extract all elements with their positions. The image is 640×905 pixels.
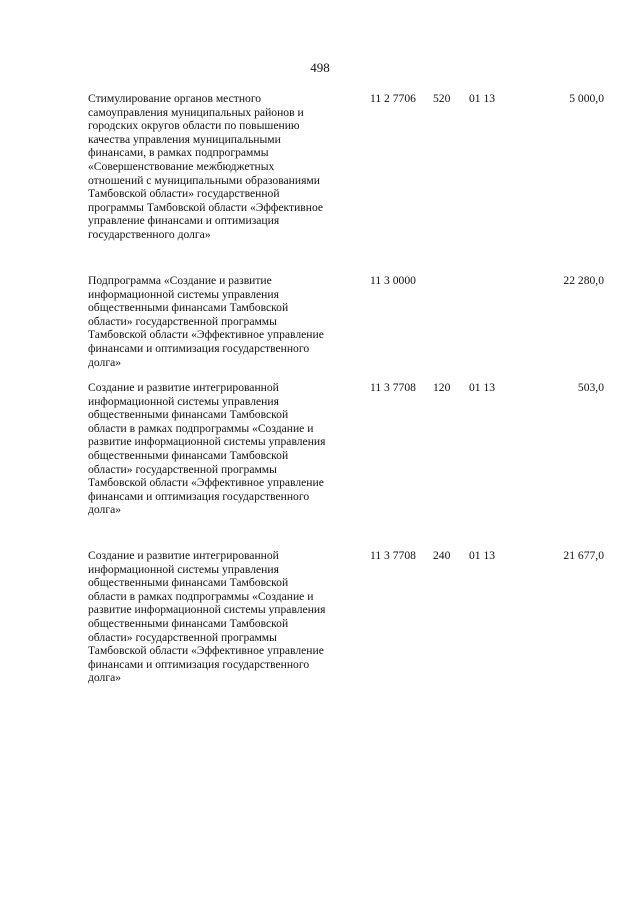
- row-description: Подпрограмма «Создание и развитие информационной системы управления общественными финансами Тамбовской области» государственной программы Тамбовской области «Эффективное управление финансами и оптимизация государственного долга»: [88, 274, 324, 369]
- page-number: 498: [310, 60, 330, 75]
- row-section: 01 13: [469, 549, 496, 562]
- row-section: 01 13: [469, 381, 496, 394]
- row-amount: 503,0: [577, 381, 604, 394]
- table-row: [88, 274, 604, 381]
- row-target-code: 11 3 0000: [370, 274, 416, 287]
- row-expense-type: 240: [433, 549, 451, 562]
- row-amount: 22 280,0: [563, 274, 604, 287]
- row-description: Создание и развитие интегрированной информационной системы управления общественными финансами Тамбовской области в рамках подпрограммы «Создание и развитие информационной системы управления общественными финансами Тамбовской области» государственной программы Тамбовской области «Эффективное управление финансами и оптимизация государственного долга»: [88, 549, 326, 685]
- row-expense-type: 120: [433, 381, 451, 394]
- row-target-code: 11 3 7708: [370, 549, 416, 562]
- row-amount: 5 000,0: [569, 92, 604, 105]
- budget-table: [88, 92, 604, 685]
- row-target-code: 11 2 7706: [370, 92, 416, 105]
- row-amount: 21 677,0: [563, 549, 604, 562]
- row-expense-type: 520: [433, 92, 451, 105]
- table-row: [88, 92, 604, 274]
- row-description: Стимулирование органов местного самоуправления муниципальных районов и городских округов области по повышению качества управления муниципальными финансами, в рамках подпрограммы «Совершенствование межбюджетных отношений с муниципальными образованиями Тамбовской области» государственной программы Тамбовской области «Эффективное управление финансами и оптимизация государственного долга»: [88, 92, 324, 241]
- table-row: [88, 549, 604, 685]
- row-description: Создание и развитие интегрированной информационной системы управления общественными финансами Тамбовской области в рамках подпрограммы «Создание и развитие информационной системы управления общественными финансами Тамбовской области» государственной программы Тамбовской области «Эффективное управление финансами и оптимизация государственного долга»: [88, 381, 326, 517]
- row-target-code: 11 3 7708: [370, 381, 416, 394]
- row-section: 01 13: [469, 92, 496, 105]
- table-row: [88, 381, 604, 549]
